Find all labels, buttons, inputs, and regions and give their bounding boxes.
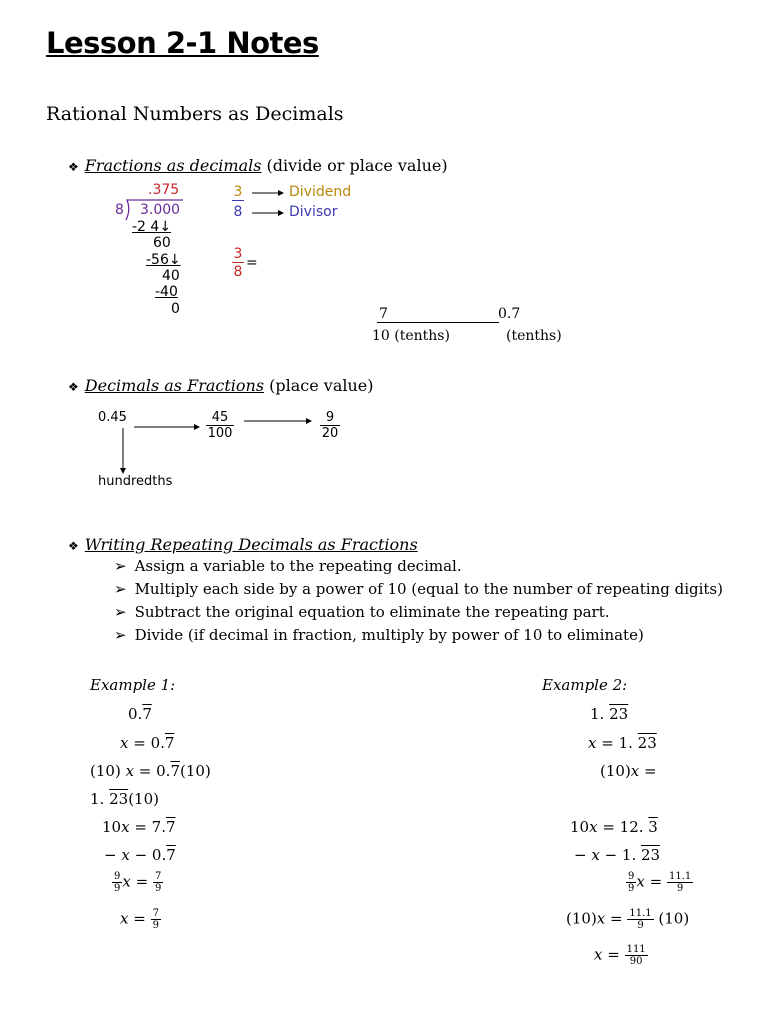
math-line: x = $\frac{7}{9}$ — [120, 908, 159, 931]
arrow-right-icon — [244, 416, 314, 426]
list-item: ➢ Divide (if decimal in fraction, multiply by power of 10 to eliminate) — [114, 624, 723, 647]
quotient: .375 — [148, 182, 180, 198]
fraction-numerator: 45 — [206, 410, 234, 426]
math-line: (10)x = $\frac{11.1}{9}$ (10) — [566, 908, 690, 931]
dividend: 3.000 — [140, 202, 181, 218]
arrow-right-icon — [134, 422, 202, 432]
diamond-bullet-icon: ❖ — [68, 160, 79, 174]
example-label: Example 1: — [90, 676, 176, 694]
arrow-down-icon — [118, 428, 128, 476]
fraction-numerator: 9 — [320, 410, 340, 426]
math-line: x = 0.7 — [120, 734, 175, 752]
section-suffix: (place value) — [264, 376, 374, 395]
math-line: 10x = 7.7 — [102, 818, 176, 836]
division-row: -2 4↓ — [132, 219, 172, 235]
division-row: 40 — [162, 268, 180, 284]
math-line: − x − 0.7 — [104, 846, 176, 864]
section-suffix: (divide or place value) — [261, 156, 448, 175]
tenths-label: (tenths) — [506, 328, 562, 344]
equals-sign: = — [246, 255, 258, 271]
math-line: x = $\frac{111}{90}$ — [594, 944, 646, 967]
example-1 — [90, 676, 290, 946]
division-row: -56↓ — [146, 252, 181, 268]
math-line: − x − 1. 23 — [574, 846, 661, 864]
section-repeating-decimals — [68, 535, 418, 554]
arrow-right-icon — [252, 208, 286, 218]
fraction-denominator: 8 — [233, 264, 243, 280]
page-title: Lesson 2-1 Notes — [46, 26, 319, 60]
tenths-example — [372, 306, 572, 346]
steps-list — [114, 555, 723, 647]
fraction-denominator: 8 — [233, 204, 243, 220]
math-line: 0.7 — [128, 705, 152, 723]
division-row: 0 — [171, 301, 180, 317]
math-line: (10)x = — [600, 762, 657, 780]
section-decimals-as-fractions — [68, 376, 374, 395]
arrow-right-icon — [252, 188, 286, 198]
fraction-numerator: 3 — [233, 246, 243, 262]
math-line: (10) x = 0.7(10) — [90, 762, 211, 780]
math-line: x = 1. 23 — [588, 734, 657, 752]
decimal-to-fraction — [98, 408, 358, 498]
decimal-value: 0.45 — [98, 410, 127, 425]
math-line: $\frac{9}{9}$ x = $\frac{7}{9}$ — [114, 871, 162, 894]
math-line: $\frac{9}{9}$ x = $\frac{11.1}{9}$ — [628, 871, 692, 894]
division-row: -40 — [155, 284, 178, 300]
list-item: ➢ Subtract the original equation to eliminate the repeating part. — [114, 601, 723, 624]
fraction-denominator: 100 — [207, 426, 233, 441]
tenths-decimal: 0.7 — [498, 306, 521, 322]
tenths-denominator: 10 (tenths) — [372, 328, 450, 344]
math-line: 10x = 12. 3 — [570, 818, 658, 836]
list-item: ➢ Multiply each side by a power of 10 (equal to the number of repeating digits) — [114, 578, 723, 601]
example-label: Example 2: — [542, 676, 628, 694]
math-line: 1. 23(10) — [90, 790, 159, 808]
diamond-bullet-icon: ❖ — [68, 380, 79, 394]
list-item: ➢ Assign a variable to the repeating decimal. — [114, 555, 723, 578]
fraction-numerator: 3 — [233, 184, 243, 200]
dividend-label: Dividend — [289, 184, 352, 200]
tenths-numerator: 7 — [379, 306, 388, 322]
section-heading: Writing Repeating Decimals as Fractions — [84, 535, 418, 554]
divisor-label: Divisor — [289, 204, 338, 220]
section-heading: Fractions as decimals — [84, 156, 262, 175]
example-2 — [542, 676, 742, 976]
place-value-label: hundredths — [98, 474, 173, 489]
math-line: 1. 23 — [590, 705, 629, 723]
diamond-bullet-icon: ❖ — [68, 539, 79, 553]
section-fractions-as-decimals — [68, 156, 448, 175]
divisor: 8 — [115, 202, 124, 218]
section-heading: Decimals as Fractions — [84, 376, 265, 395]
fraction-line — [377, 322, 499, 323]
fraction-denominator: 20 — [321, 426, 339, 441]
page-subtitle: Rational Numbers as Decimals — [46, 103, 344, 125]
division-row: 60 — [153, 235, 171, 251]
long-division — [110, 182, 200, 322]
